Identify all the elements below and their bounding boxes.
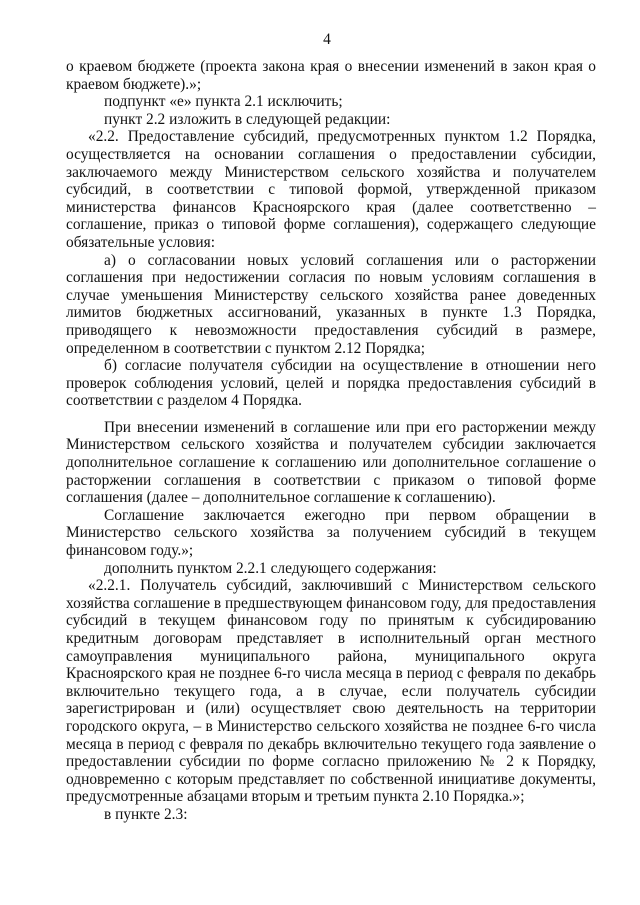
paragraph-continuation: о краевом бюджете (проекта закона края о внесении изменений в закон края о краевом бюджете).»; [66, 58, 596, 93]
paragraph-amendments: При внесении изменений в соглашение или при его расторжении между Министерством сельского хозяйства и получателем субсидии заключается дополнительное соглашение к соглашению или дополнительное соглашение о расторжении соглашения в соответствии с приказом о типовой форме соглашения (далее – дополнительное соглашение к соглашению). [66, 418, 596, 507]
paragraph-exclude-subclause: подпункт «е» пункта 2.1 исключить; [104, 93, 343, 111]
document-body [66, 58, 596, 824]
paragraph-condition-a: а) о согласовании новых условий соглашения или о расторжении соглашения при недостижении согласия по новым условиям соглашения в случае уменьшения Министерству сельского хозяйства ранее доведенных лимитов бюджетных ассигнований, указанных в пункте 1.3 Порядка, приводящего к невозможности предоставления субсидий в размере, определенном в соответствии с пунктом 2.12 Порядка; [66, 251, 596, 357]
paragraph-add-clause-intro: дополнить пунктом 2.2.1 следующего содержания: [104, 559, 437, 577]
paragraph-clause-2-3-intro: в пункте 2.3: [104, 805, 188, 823]
paragraph-new-wording-intro: пункт 2.2 изложить в следующей редакции: [104, 110, 391, 128]
page-number: 4 [323, 31, 331, 48]
paragraph-condition-b: б) согласие получателя субсидии на осуществление в отношении него проверок соблюдения условий, целей и порядка предоставления субсидий в соответствии с разделом 4 Порядка. [66, 357, 596, 410]
paragraph-clause-2-2: «2.2. Предоставление субсидий, предусмотренных пунктом 1.2 Порядка, осуществляется на основании соглашения о предоставлении субсидии, заключаемого между Министерством сельского хозяйства и получателем субсидий, в соответствии с типовой формой, утвержденной приказом министерства финансов Красноярского края (далее соответственно – соглашение, приказ о типовой форме соглашения), содержащего следующие обязательные условия: [66, 128, 596, 251]
paragraph-annual-agreement: Соглашение заключается ежегодно при первом обращении в Министерство сельского хозяйства за получением субсидий в текущем финансовом году.»; [66, 506, 596, 560]
paragraph-clause-2-2-1: «2.2.1. Получатель субсидий, заключивший с Министерством сельского хозяйства соглашение в предшествующем финансовом году, для предоставления субсидий в текущем финансовом году по принятым к субсидированию кредитным договорам представляет в исполнительный орган местного самоуправления муниципального района, муниципального округа Красноярского края не позднее 6-го числа месяца в период с февраля по декабрь включительно текущего года, а в случае, если получатель субсидии зарегистрирован и (или) осуществляет свою деятельность на территории городского округа, – в Министерство сельского хозяйства не позднее 6-го числа месяца в период с февраля по декабрь включительно текущего года заявление о предоставлении субсидии по форме согласно приложению № 2 к Порядку, одновременно с которым представляет по собственной инициативе документы, предусмотренные абзацами вторым и третьим пункта 2.10 Порядка.»; [66, 577, 596, 806]
